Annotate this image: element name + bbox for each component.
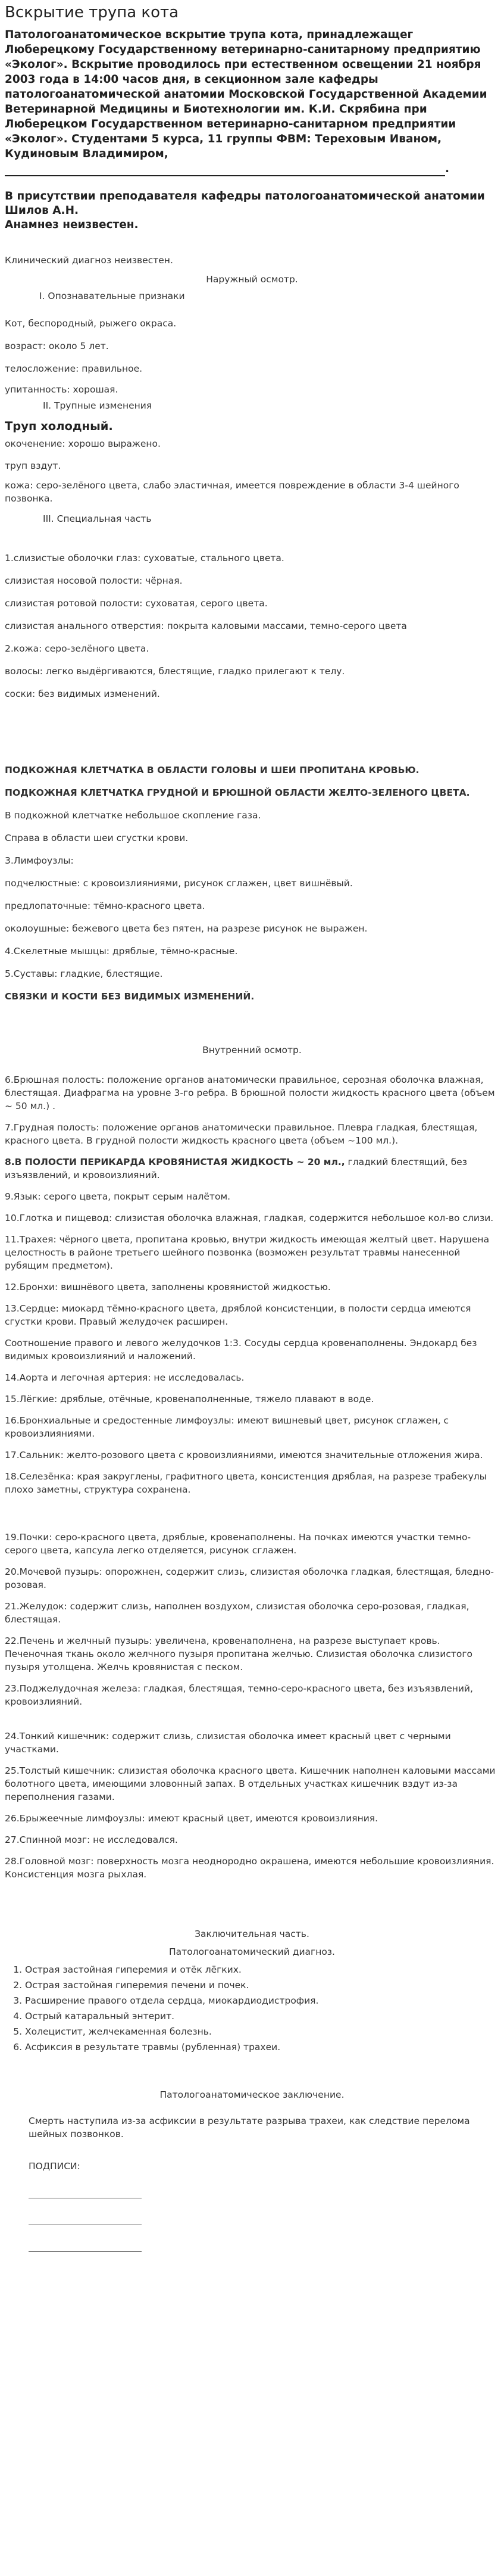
list-item: слизистая носовой полости: чёрная. <box>5 575 183 586</box>
diagnosis-item: 5. Холецистит, желчекаменная болезнь. <box>25 2024 499 2039</box>
finding-lungs: 15.Лёгкие: дряблые, отёчные, кровенаполненные, тяжело плавают в воде. <box>5 1394 374 1404</box>
finding-brain: 28.Головной мозг: поверхность мозга неоднородно окрашена, имеются небольшие кровоизлияния. Консистенция мозга рыхлая. <box>5 1856 494 1880</box>
identification-age: возраст: около 5 лет. <box>5 341 109 351</box>
pericardium-rest: гладкий блестящий, без изъязвлений, и кровоизлияний. <box>5 1157 468 1180</box>
finding-kidneys: 19.Почки: серо-красного цвета, дряблые, кровенаполнены. На почках имеются участки темно-серого цвета, капсула легко отделяется, рисунок сглажен. <box>5 1532 471 1556</box>
finding-omentum: 17.Сальник: желто-розового цвета с кровоизлияниями, имеются значительные отложения жира. <box>5 1450 483 1460</box>
list-item: 3.Лимфоузлы: <box>5 855 74 866</box>
document-title: Вскрытие трупа кота <box>5 4 179 21</box>
finding-aorta: 14.Аорта и легочная артерия: не исследовалась. <box>5 1372 245 1383</box>
diagnosis-item: 2. Острая застойная гиперемия печени и почек. <box>25 1977 499 1993</box>
section-special-heading: III. Специальная часть <box>43 513 152 524</box>
finding-mesenteric-nodes: 26.Брыжеечные лимфоузлы: имеют красный цвет, имеются кровоизлияния. <box>5 1813 378 1824</box>
external-exam-heading: Наружный осмотр. <box>206 274 298 285</box>
signatures-heading: ПОДПИСИ: <box>29 2161 80 2172</box>
list-item: В подкожной клетчатке небольшое скопление газа. <box>5 810 261 821</box>
diagnosis-item: 4. Острый катаральный энтерит. <box>25 2008 499 2024</box>
anamnez-line: Анамнез неизвестен. <box>5 219 139 231</box>
list-item: 1.слизистые оболочки глаз: суховатые, стального цвета. <box>5 553 284 563</box>
list-item: 2.кожа: серо-зелёного цвета. <box>5 643 149 654</box>
section-postmortem-heading: II. Трупные изменения <box>43 400 152 411</box>
cold-body-heading: Труп холодный. <box>5 419 113 433</box>
skin-line: кожа: серо-зелёного цвета, слабо эластичная, имеется повреждение в области 3-4 шейного позвонка. <box>5 480 459 504</box>
list-item: предлопаточные: тёмно-красного цвета. <box>5 901 205 911</box>
subcut-head-line: ПОДКОЖНАЯ КЛЕТЧАТКА В ОБЛАСТИ ГОЛОВЫ И ШЕИ ПРОПИТАНА КРОВЬЮ. <box>5 765 420 775</box>
patho-diagnosis-heading: Патологоанатомический диагноз. <box>169 1946 335 1957</box>
finding-bladder: 20.Мочевой пузырь: опорожнен, содержит слизь, слизистая оболочка гладкая, блестящая, бледно-розовая. <box>5 1566 494 1590</box>
rigor-line: окоченение: хорошо выражено. <box>5 438 161 449</box>
diagnosis-item: 6. Асфиксия в результате травмы (рубленная) трахеи. <box>25 2039 499 2055</box>
signature-line <box>29 2238 142 2252</box>
finding-pericardium <box>5 1155 499 1182</box>
finding-liver: 22.Печень и желчный пузырь: увеличена, кровенаполнена, на разрезе выступает кровь. Печеночная ткань около желчного пузыря пропитана желчью. Слизистая оболочка слизистого пузыря утолщена. Желчь кровянистая с песком. <box>5 1636 472 1672</box>
finding-lymph-nodes: 16.Бронхиальные и средостенные лимфоузлы: имеют вишневый цвет, рисунок сглажен, с кровоизлияниями. <box>5 1415 449 1439</box>
finding-large-intestine: 25.Толстый кишечник: слизистая оболочка красного цвета. Кишечник наполнен каловыми массами болотного цвета, имеющими зловонный запах. В отдельных участках кишечник вздут из-за переполнения газами. <box>5 1765 496 1802</box>
finding-trachea: 11.Трахея: чёрного цвета, пропитана кровью, внутри жидкость имеющая желтый цвет. Нарушена целостность в районе третьего шейного позвонка (возможен результат травмы нанесенной рубящим предметом). <box>5 1234 490 1271</box>
finding-chest: 7.Грудная полость: положение органов анатомически правильное. Плевра гладкая, блестящая, красного цвета. В грудной полости жидкость красного цвета (объем ~100 мл.). <box>5 1122 478 1146</box>
finding-spleen: 18.Селезёнка: края закруглены, графитного цвета, консистенция дряблая, на разрезе трабекулы плохо заметны, структура сохранена. <box>5 1471 487 1495</box>
finding-stomach: 21.Желудок: содержит слизь, наполнен воздухом, слизистая оболочка серо-розовая, гладкая, блестящая. <box>5 1601 469 1625</box>
list-item: 4.Скелетные мышцы: дряблые, тёмно-красные. <box>5 946 238 957</box>
intro-underline-blank <box>5 164 445 176</box>
list-item: подчелюстные: с кровоизлияниями, рисунок сглажен, цвет вишнёвый. <box>5 878 353 889</box>
finding-bronchi: 12.Бронхи: вишнёвого цвета, заполнены кровянистой жидкостью. <box>5 1282 331 1292</box>
list-item: волосы: легко выдёргиваются, блестящие, гладко прилегают к телу. <box>5 666 345 677</box>
conclusion-part-heading: Заключительная часть. <box>195 1929 309 1939</box>
list-item: околоушные: бежевого цвета без пятен, на разрезе рисунок не выражен. <box>5 923 368 934</box>
subcut-list <box>5 804 499 985</box>
finding-pancreas: 23.Поджелудочная железа: гладкая, блестящая, темно-серо-красного цвета, без изъязвлений, кровоизлияний. <box>5 1683 473 1707</box>
diagnosis-item: 1. Острая застойная гиперемия и отёк лёгких. <box>25 1962 499 1977</box>
bloated-line: труп вздут. <box>5 460 61 471</box>
finding-spinal-cord: 27.Спинной мозг: не исследовался. <box>5 1834 178 1845</box>
finding-heart-ratio: Соотношение правого и левого желудочков 1:3. Сосуды сердца кровенаполнены. Эндокард без видимых кровоизлияний и наложений. <box>5 1338 477 1362</box>
finding-abdomen: 6.Брюшная полость: положение органов анатомически правильное, серозная оболочка влажная, блестящая. Диафрагма на уровне 3-го ребра. В брюшной полости жидкость красного цвета (объем ~ 50 мл.) . <box>5 1074 495 1111</box>
diagnosis-item: 3. Расширение правого отдела сердца, миокардиодистрофия. <box>25 1993 499 2008</box>
patho-conclusion-heading: Патологоанатомическое заключение. <box>159 2089 345 2100</box>
special-list <box>5 547 499 705</box>
bones-line: СВЯЗКИ И КОСТИ БЕЗ ВИДИМЫХ ИЗМЕНЕНИЙ. <box>5 991 255 1002</box>
identification-cat: Кот, беспородный, рыжего окраса. <box>5 318 177 329</box>
pericardium-bold: 8.В ПОЛОСТИ ПЕРИКАРДА КРОВЯНИСТАЯ ЖИДКОСТЬ ~ 20 мл., <box>5 1157 345 1167</box>
list-item: Справа в области шеи сгустки крови. <box>5 833 189 843</box>
death-cause: Смерть наступила из-за асфиксии в результате разрыва трахеи, как следствие перелома шейных позвонков. <box>29 2116 470 2139</box>
clinical-diagnosis: Клинический диагноз неизвестен. <box>5 255 173 266</box>
signature-line <box>29 2211 142 2225</box>
finding-tongue: 9.Язык: серого цвета, покрыт серым налётом. <box>5 1191 231 1202</box>
identification-fatness: упитанность: хорошая. <box>5 384 118 395</box>
finding-pharynx: 10.Глотка и пищевод: слизистая оболочка влажная, гладкая, содержится небольшое кол-во слизи. <box>5 1213 494 1223</box>
finding-heart: 13.Сердце: миокард тёмно-красного цвета, дряблой консистенции, в полости сердца имеются сгустки крови. Правый желудочек расширен. <box>5 1303 471 1327</box>
list-item: соски: без видимых изменений. <box>5 689 160 699</box>
intro-text: Патологоанатомическое вскрытие трупа кота, принадлежащег Люберецкому Государственному ветеринарно-санитарному предприятию «Эколог». Вскрытие проводилось при естественном освещении 21 ноября 2003 года в 14:00 часов дня, в секционном зале кафедры патологоанатомической анатомии Московской Государственной Академии Ветеринарной Медицины и Биотехнологии им. К.И. Скрябина при Люберецком Государственном ветеринарно-санитарном предприятии «Эколог». Студентами 5 курса, 11 группы ФВМ: Тереховым Иваном, Кудиновым Владимиром, <box>5 29 487 160</box>
presence-line: В присутствии преподавателя кафедры патологоанатомической анатомии Шилов А.Н. <box>5 190 485 217</box>
list-item: слизистая ротовой полости: суховатая, серого цвета. <box>5 598 268 609</box>
internal-exam-heading: Внутренний осмотр. <box>202 1045 302 1055</box>
section-identification-heading: I. Опознавательные признаки <box>39 291 185 301</box>
internal-list <box>5 1073 499 1881</box>
finding-small-intestine: 24.Тонкий кишечник: содержит слизь, слизистая оболочка имеет красный цвет с черными участками. <box>5 1731 451 1755</box>
diagnosis-list <box>5 1962 499 2055</box>
signature-line <box>29 2185 142 2198</box>
list-item: 5.Суставы: гладкие, блестящие. <box>5 968 163 979</box>
intro-paragraph: Патологоанатомическое вскрытие трупа кота, принадлежащег Люберецкому Государственному ветеринарно-санитарному предприятию «Эколог». Вскрытие проводилось при естественном освещении 21 ноября 2003 года в 14:00 часов дня, в секционном зале кафедры патологоанатомической анатомии Московской Государственной Академии Ветеринарной Медицины и Биотехнологии им. К.И. Скрябина при Люберецком Государственном ветеринарно-санитарном предприятии «Эколог». Студентами 5 курса, 11 группы ФВМ: Тереховым Иваном, Кудиновым Владимиром, . <box>5 29 487 175</box>
identification-build: телосложение: правильное. <box>5 363 143 374</box>
list-item: слизистая анального отверстия: покрыта каловыми массами, темно-серого цвета <box>5 621 407 631</box>
subcut-chest-line: ПОДКОЖНАЯ КЛЕТЧАТКА ГРУДНОЙ И БРЮШНОЙ ОБЛАСТИ ЖЕЛТО-ЗЕЛЕНОГО ЦВЕТА. <box>5 787 470 798</box>
